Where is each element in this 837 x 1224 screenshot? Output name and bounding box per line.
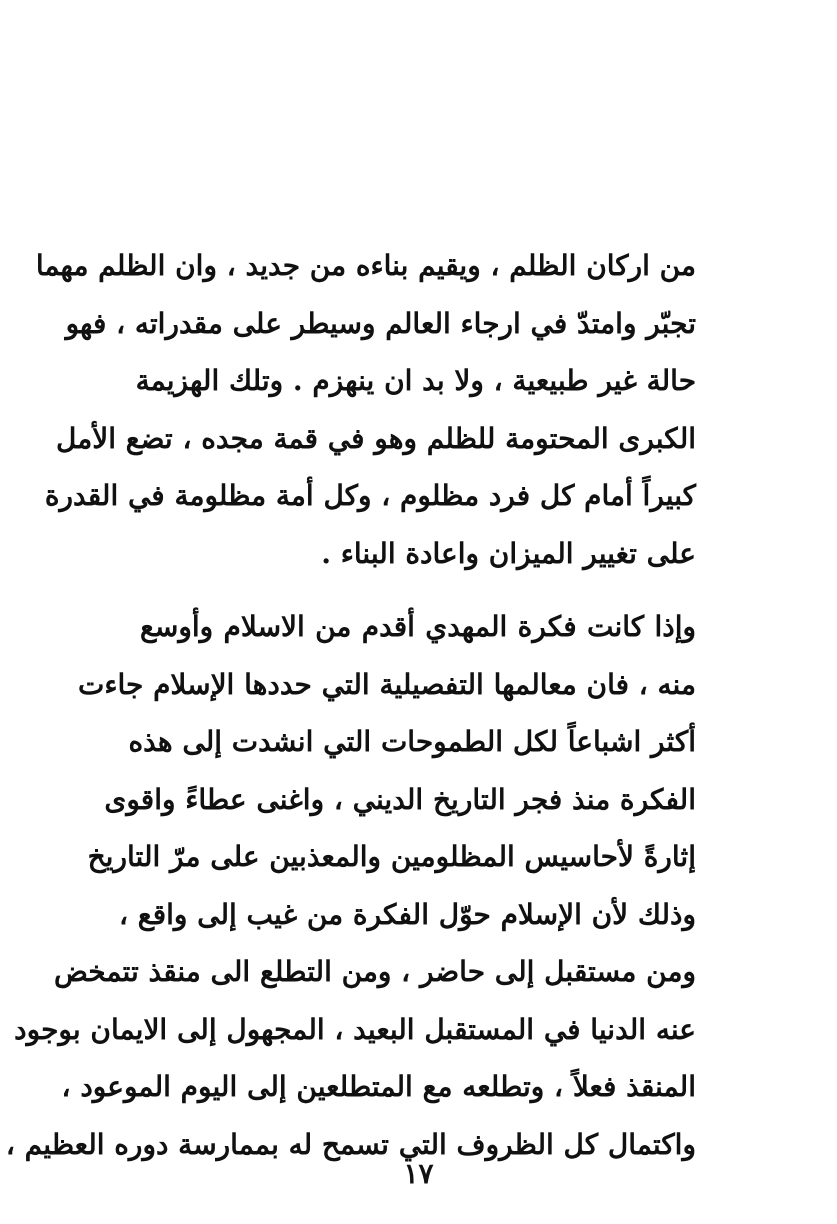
text-line: حالة غير طبيعية ، ولا بد ان ينهزم . وتلك الهزيمة: [135, 364, 696, 397]
text-line: واكتمال كل الظروف التي تسمح له بممارسة دوره العظيم ،: [5, 1127, 696, 1161]
text-line: منه ، فان معالمها التفصيلية التي حددها الإسلام جاءت: [77, 667, 696, 701]
text-line: عنه الدنيا في المستقبل البعيد ، المجهول إلى الايمان بوجود: [14, 1012, 696, 1046]
text-line: الكبرى المحتومة للظلم وهو في قمة مجده ، تضع الأمل: [56, 421, 696, 455]
paragraph-2: [5, 598, 696, 1173]
text-line: الفكرة منذ فجر التاريخ الديني ، واغنى عطاءً واقوى: [104, 782, 696, 816]
text-line: تجبّر وامتدّ في ارجاء العالم وسيطر على مقدراته ، فهو: [65, 306, 696, 340]
text-line: على تغيير الميزان واعادة البناء .: [321, 536, 696, 570]
text-line: وإذا كانت فكرة المهدي أقدم من الاسلام وأوسع: [140, 610, 696, 643]
text-line: المنقذ فعلاً ، وتطلعه مع المتطلعين إلى اليوم الموعود ،: [61, 1070, 696, 1103]
text-line: من اركان الظلم ، ويقيم بناءه من جديد ، وان الظلم مهما: [35, 249, 696, 282]
text-line: أكثر اشباعاً لكل الطموحات التي انشدت إلى هذه: [128, 725, 696, 758]
text-line: ومن مستقبل إلى حاضر ، ومن التطلع الى منقذ تتمخض: [53, 955, 696, 988]
text-line: إثارةً لأحاسيس المظلومين والمعذبين على مرّ التاريخ: [87, 840, 696, 873]
text-line: كبيراً أمام كل فرد مظلوم ، وكل أمة مظلومة في القدرة: [44, 479, 696, 512]
page-number: ١٧: [403, 1157, 434, 1190]
paragraph-1: [35, 237, 696, 582]
text-line: وذلك لأن الإسلام حوّل الفكرة من غيب إلى واقع ،: [119, 897, 696, 931]
